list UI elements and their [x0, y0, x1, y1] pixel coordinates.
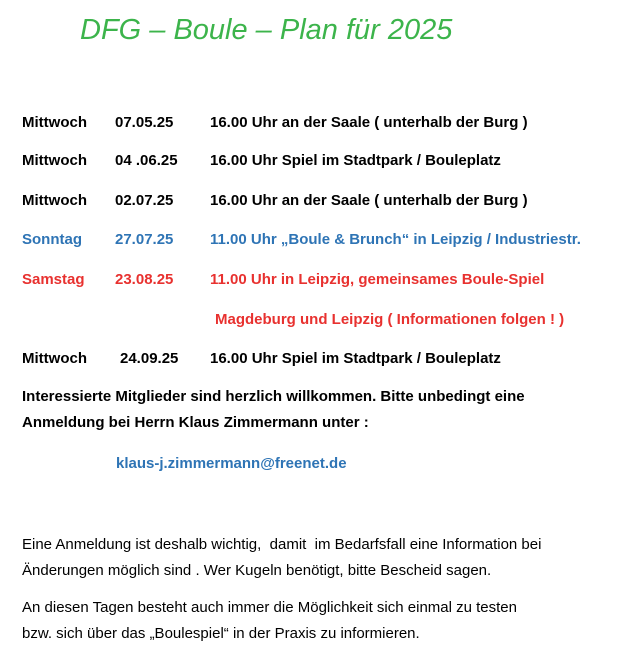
- info-p1-line-1: Eine Anmeldung ist deshalb wichtig, damit im Bedarfsfall eine Information bei: [22, 536, 542, 553]
- schedule-day: Sonntag: [22, 231, 82, 248]
- invite-line-1: Interessierte Mitglieder sind herzlich willkommen. Bitte unbedingt eine: [22, 388, 525, 405]
- schedule-text: 16.00 Uhr an der Saale ( unterhalb der Burg ): [210, 192, 528, 209]
- schedule-text: 11.00 Uhr in Leipzig, gemeinsames Boule-Spiel: [210, 271, 545, 288]
- contact-email-link[interactable]: klaus-j.zimmermann@freenet.de: [116, 455, 347, 472]
- schedule-date: 23.08.25: [115, 271, 174, 288]
- info-p2-line-1: An diesen Tagen besteht auch immer die Möglichkeit sich einmal zu testen: [22, 599, 517, 616]
- schedule-text: 16.00 Uhr an der Saale ( unterhalb der Burg ): [210, 114, 528, 131]
- schedule-day: Mittwoch: [22, 152, 87, 169]
- schedule-date: 27.07.25: [115, 231, 174, 248]
- info-p1-line-2: Änderungen möglich sind . Wer Kugeln benötigt, bitte Bescheid sagen.: [22, 562, 492, 579]
- schedule-text: 16.00 Uhr Spiel im Stadtpark / Bouleplatz: [210, 152, 501, 169]
- info-paragraph-1: [22, 532, 612, 584]
- schedule-text: 11.00 Uhr „Boule & Brunch“ in Leipzig / Industriestr.: [210, 231, 581, 248]
- schedule-row-5-continuation: Magdeburg und Leipzig ( Informationen folgen ! ): [215, 311, 565, 328]
- invite-line-2: Anmeldung bei Herrn Klaus Zimmermann unter :: [22, 414, 369, 431]
- schedule-date: 07.05.25: [115, 114, 174, 131]
- page-title: DFG – Boule – Plan für 2025: [80, 14, 453, 46]
- schedule-day: Samstag: [22, 271, 85, 288]
- info-paragraph-2: [22, 595, 612, 647]
- schedule-date: 24.09.25: [120, 350, 179, 367]
- info-p2-line-2: bzw. sich über das „Boulespiel“ in der Praxis zu informieren.: [22, 625, 420, 642]
- schedule-day: Mittwoch: [22, 192, 87, 209]
- invite-paragraph: [22, 384, 612, 436]
- schedule-day: Mittwoch: [22, 114, 87, 131]
- schedule-date: 04 .06.25: [115, 152, 178, 169]
- schedule-text: 16.00 Uhr Spiel im Stadtpark / Bouleplatz: [210, 350, 501, 367]
- schedule-day: Mittwoch: [22, 350, 87, 367]
- schedule-date: 02.07.25: [115, 192, 174, 209]
